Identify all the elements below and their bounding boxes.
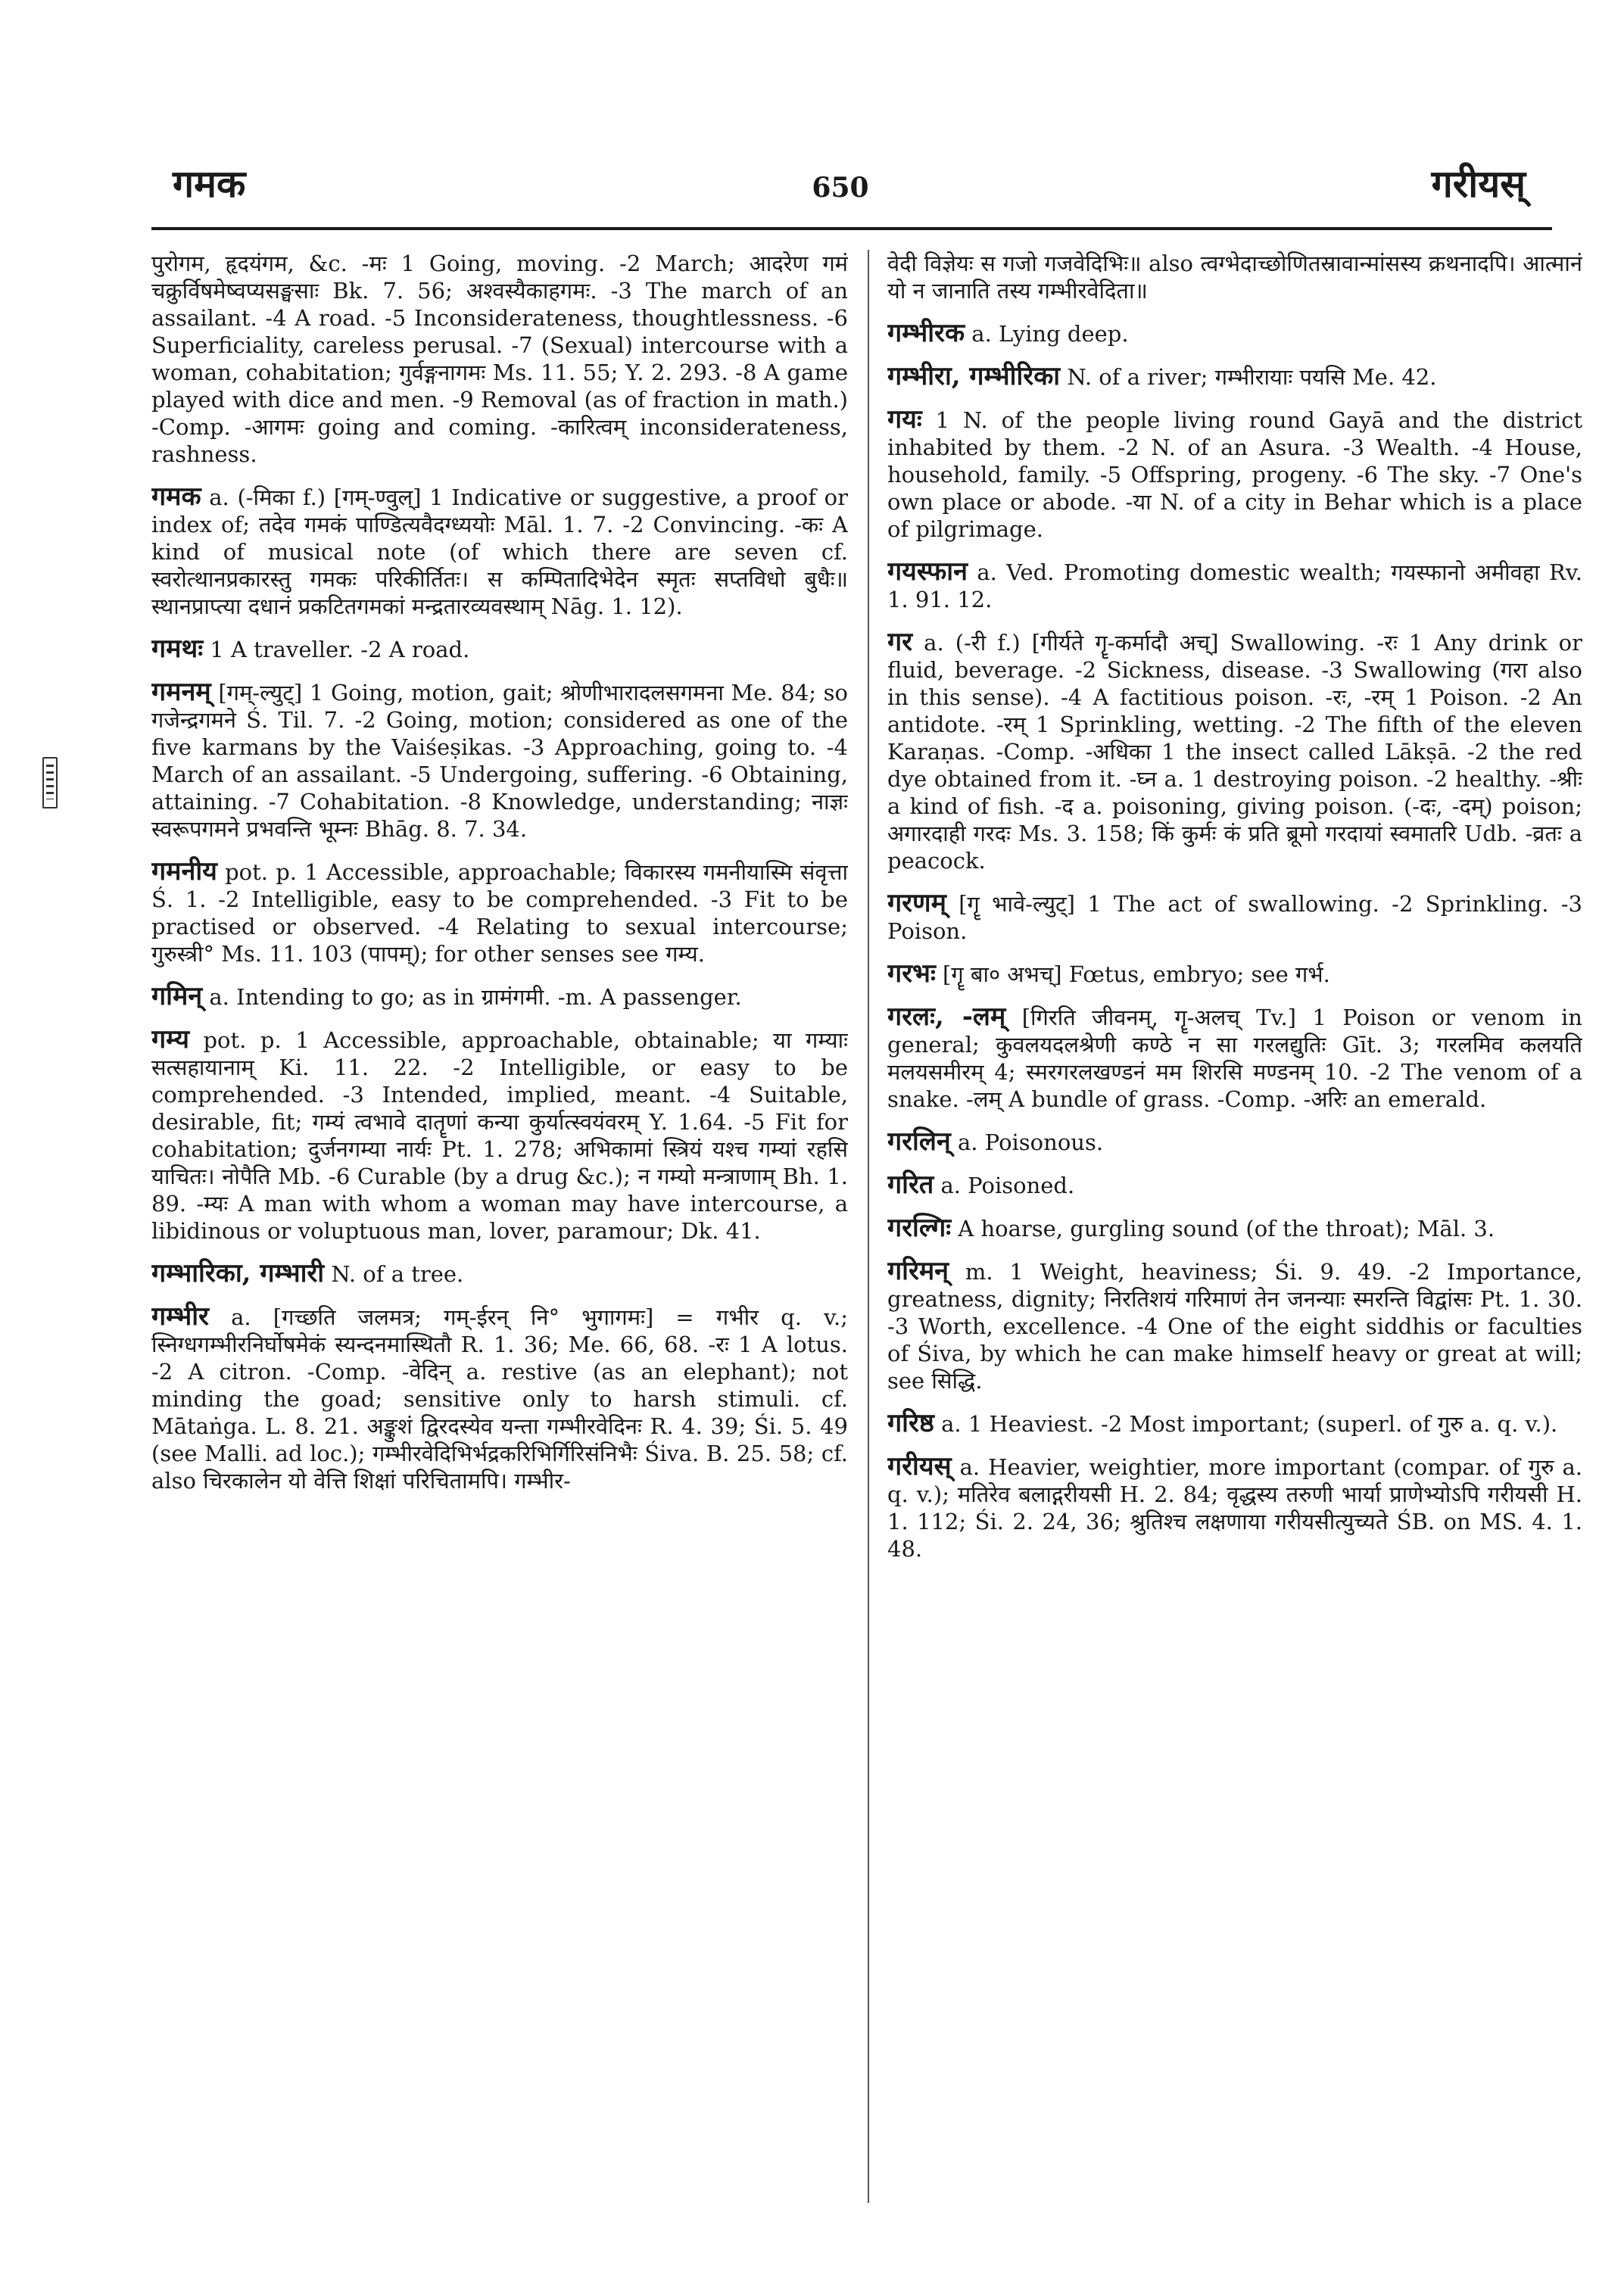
dictionary-entry [151,1260,848,1288]
definition: a. [गच्छति जलमत्र; गम्-ईरन् नि° भुगागमः] = गभीर q. v.; स्निग्धगम्भीरनिर्घोषमेकं स्यन्दनमास्थितौ R. 1. 36; Me. 66, 68. -रः 1 A lotus. -2 A citron. -Comp. -वेदिन् a. restive (as an elephant); not minding the goad; sensitive only to harsh stimuli. cf. Mātaṅga. L. 8. 21. अङ्कुशं द्विरदस्येव यन्ता गम्भीरवेदिनः R. 4. 39; Śi. 5. 49 (see Malli. ad loc.); गम्भीरवेदिभिर्भद्रकरिभिर्गिरिसंनिभैः Śiva. B. 25. 58; cf. also चिरकालेन यो वेत्ति शिक्षां परिचितामपि। गम्भीर- [151,1304,848,1494]
headword: गमनीय [151,856,217,886]
dictionary-entry [887,319,1582,347]
headword: गर [887,627,913,657]
definition: a. (-मिका f.) [गम्-ण्वुल्] 1 Indicative or suggestive, a proof or index of; तदेव गमकं पाण्डित्यवैदग्ध्ययोः Māl. 1. 7. -2 Convincing. -कः A kind of musical note (of which there are seven cf. स्वरोत्थानप्रकारस्तु गमकः परिकीर्तितः। स कम्पितादिभेदेन स्मृतः सप्तविधो बुधैः॥ स्थानप्राप्त्या दधानं प्रकटितगमकां मन्द्रतारव्यवस्थाम् Nāg. 1. 12). [151,484,848,619]
running-head-right: गरीयस् [1431,161,1526,206]
dictionary-entry [887,1257,1582,1394]
margin-mark-icon [42,757,58,808]
dictionary-entry [887,406,1582,543]
running-head-left: गमक [173,161,246,206]
headword: गरीयस् [887,1451,952,1481]
dictionary-entry [887,889,1582,945]
definition: a. 1 Heaviest. -2 Most important; (superl. of गुरु a. q. v.). [934,1411,1558,1437]
definition: a. Intending to go; as in ग्रामंगमी. -m. A passenger. [202,984,742,1010]
headword: गरल्गिः [887,1213,952,1243]
headword: गरलः, -लम् [887,1002,1006,1032]
definition: [गॄ भावे-ल्युट्] 1 The act of swallowing. -2 Sprinkling. -3 Poison. [887,891,1582,944]
headword: गमथः [151,634,204,664]
headword: गम्भीर [151,1301,209,1332]
headword: गयस्फान [887,556,968,587]
headword: गरलिन् [887,1126,951,1157]
definition: [गॄ बा० अभच्] Fœtus, embryo; see गर्भ. [935,961,1330,987]
headword: गम्भारिका, गम्भारी [151,1258,325,1288]
dictionary-entry [887,1410,1582,1438]
headword: गरणम् [887,888,946,918]
definition: pot. p. 1 Accessible, approachable; विकारस्य गमनीयास्मि संवृत्ता Ś. 1. -2 Intelligible, easy to be comprehended. -3 Fit to be practised or observed. -4 Relating to sexual intercourse; गुरुस्त्री° Ms. 11. 103 (पापम्); for other senses see गम्य. [151,859,848,967]
headword: गम्भीरा, गम्भीरिका [887,361,1061,391]
definition: a. Poisonous. [950,1129,1104,1155]
headword: गम्य [151,1024,189,1055]
dictionary-entry [887,1171,1582,1199]
definition: 1 N. of the people living round Gayā and the district inhabited by them. -2 N. of an Asura. -3 Wealth. -4 House, household, family. -5 Offspring, progeny. -6 The sky. -7 One's own place or abode. -या N. of a city in Behar which is a place of pilgrimage. [887,407,1582,542]
headword: गमिन् [151,981,203,1011]
dictionary-entry [887,1003,1582,1113]
headword: गमक [151,481,201,512]
definition: [गिरति जीवनम्, गॄ-अलच् Tv.] 1 Poison or venom in general; कुवलयदलश्रेणी कण्ठे न सा गरलद्युतिः Gīt. 3; गरलमिव कलयति मलयसमीरम् 4; स्मरगरलखण्डनं मम शिरसि मण्डनम् 10. -2 The venom of a snake. -लम् A bundle of grass. -Comp. -अरिः an emerald. [887,1005,1582,1112]
headword: गरभः [887,958,936,989]
header-rule [151,227,1552,230]
dictionary-entry [887,960,1582,988]
left-column [151,250,848,2248]
dictionary-entry [151,1303,848,1494]
dictionary-entry [151,858,848,967]
definition: 1 A traveller. -2 A road. [203,637,470,662]
dictionary-entry [151,983,848,1011]
definition: pot. p. 1 Accessible, approachable, obtainable; या गम्याः सत्सहायानाम् Ki. 11. 22. -2 Intelligible, or easy to be comprehended. -3 Intended, implied, meant. -4 Suitable, desirable, fit; गम्यं त्वभावे दातॄणां कन्या कुर्यात्स्वयंवरम् Y. 1.64. -5 Fit for cohabitation; दुर्जनगम्या नार्यः Pt. 1. 278; अभिकामां स्त्रियं यश्च गम्यां रहसि याचितः। नोपैति Mb. -6 Curable (by a drug &c.); न गम्यो मन्त्राणाम् Bh. 1. 89. -म्यः A man with whom a woman may have intercourse, a libidinous or voluptuous man, lover, paramour; Dk. 41. [151,1027,848,1244]
definition: a. (-री f.) [गीर्यते गॄ-कर्मादौ अच्] Swallowing. -रः 1 Any drink or fluid, beverage. -2 Sickness, disease. -3 Swallowing (गरा also in this sense). -4 A factitious poison. -रः, -रम् 1 Poison. -2 An antidote. -रम् 1 Sprinkling, wetting. -2 The fifth of the eleven Karaṇas. -Comp. -अधिका 1 the insect called Lākṣā. -2 the red dye obtained from it. -घ्न a. 1 destroying poison. -2 healthy. -श्रीः a kind of fish. -द a. poisoning, giving poison. (-दः, -दम्) poison; अगारदाही गरदः Ms. 3. 158; किं कुर्मः कं प्रति ब्रूमो गरदायां स्वमातरि Udb. -व्रतः a peacock. [887,630,1582,874]
column-divider [868,250,869,2203]
dictionary-entry [887,558,1582,613]
definition: a. Poisoned. [934,1173,1075,1198]
definition: a. Lying deep. [965,321,1129,347]
entry-continuation: पुरोगम, हृदयंगम, &c. -मः 1 Going, moving. -2 March; आदरेण गमं चक्रुर्विषमेष्वप्यसङ्घसाः Bk. 7. 56; अश्वस्यैकाहगमः. -3 The march of an assailant. -4 A road. -5 Inconsiderateness, thoughtlessness. -6 Superficiality, careless perusal. -7 (Sexual) intercourse with a woman, cohabitation; गुर्वङ्गनागमः Ms. 11. 55; Y. 2. 293. -8 A game played with dice and men. -9 Removal (as of fraction in math.) -Comp. -आगमः going and coming. -कारित्वम् inconsiderateness, rashness. [151,251,848,467]
entry-continuation: वेदी विज्ञेयः स गजो गजवेदिभिः॥ also त्वग्भेदाच्छोणितस्रावान्मांसस्य क्रथनादपि। आत्मानं यो न जानाति तस्य गम्भीरवेदिता॥ [887,251,1582,304]
definition: m. 1 Weight, heaviness; Śi. 9. 49. -2 Importance, greatness, dignity; निरतिशयं गरिमाणं तेन जनन्याः स्मरन्ति विद्वांसः Pt. 1. 30. -3 Worth, excellence. -4 One of the eight siddhis or faculties of Śiva, by which he can make himself heavy or great at will; see सिद्धि. [887,1259,1582,1394]
dictionary-entry [887,1128,1582,1156]
headword: गयः [887,404,922,435]
dictionary-entry [151,1026,848,1245]
definition: N. of a tree. [324,1261,464,1287]
dictionary-entry [151,483,848,620]
page-number: 650 [812,172,869,204]
dictionary-entry [887,1214,1582,1242]
definition: A hoarse, gurgling sound (of the throat); Māl. 3. [951,1216,1495,1242]
headword: गरिष्ठ [887,1408,934,1438]
definition: a. Ved. Promoting domestic wealth; गयस्फानो अमीवहा Rv. 1. 91. 12. [887,559,1582,612]
headword: गरिमन् [887,1256,949,1286]
dictionary-entry [887,1453,1582,1562]
definition: a. Heavier, weightier, more important (compar. of गुरु a. q. v.); मतिरेव बलाद्गरीयसी H. 2. 84; वृद्धस्य तरुणी भार्या प्राणेभ्योऽपि गरीयसी H. 1. 112; Śi. 2. 24, 36; श्रुतिश्च लक्षणाया गरीयसीत्युच्यते ŚB. on MS. 4. 1. 48. [887,1454,1582,1562]
dictionary-entry [887,628,1582,874]
headword: गरित [887,1170,934,1200]
definition: [गम्-ल्युट्] 1 Going, motion, gait; श्रोणीभारादलसगमना Me. 84; so गजेन्द्रगमने Ś. Til. 7. -2 Going, motion; considered as one of the five karmans by the Vaiśeṣikas. -3 Approaching, going to. -4 March of an assailant. -5 Undergoing, suffering. -6 Obtaining, attaining. -7 Cohabitation. -8 Knowledge, understanding; नाज्ञः स्वरूपगमने प्रभवन्ति भूम्नः Bhāg. 8. 7. 34. [151,680,848,842]
definition: N. of a river; गम्भीरायाः पयसि Me. 42. [1060,364,1437,390]
headword: गम्भीरक [887,318,965,348]
right-column [887,250,1582,2248]
dictionary-entry [151,678,848,843]
dictionary-entry [151,635,848,663]
headword: गमनम् [151,677,211,707]
dictionary-entry [887,363,1582,391]
